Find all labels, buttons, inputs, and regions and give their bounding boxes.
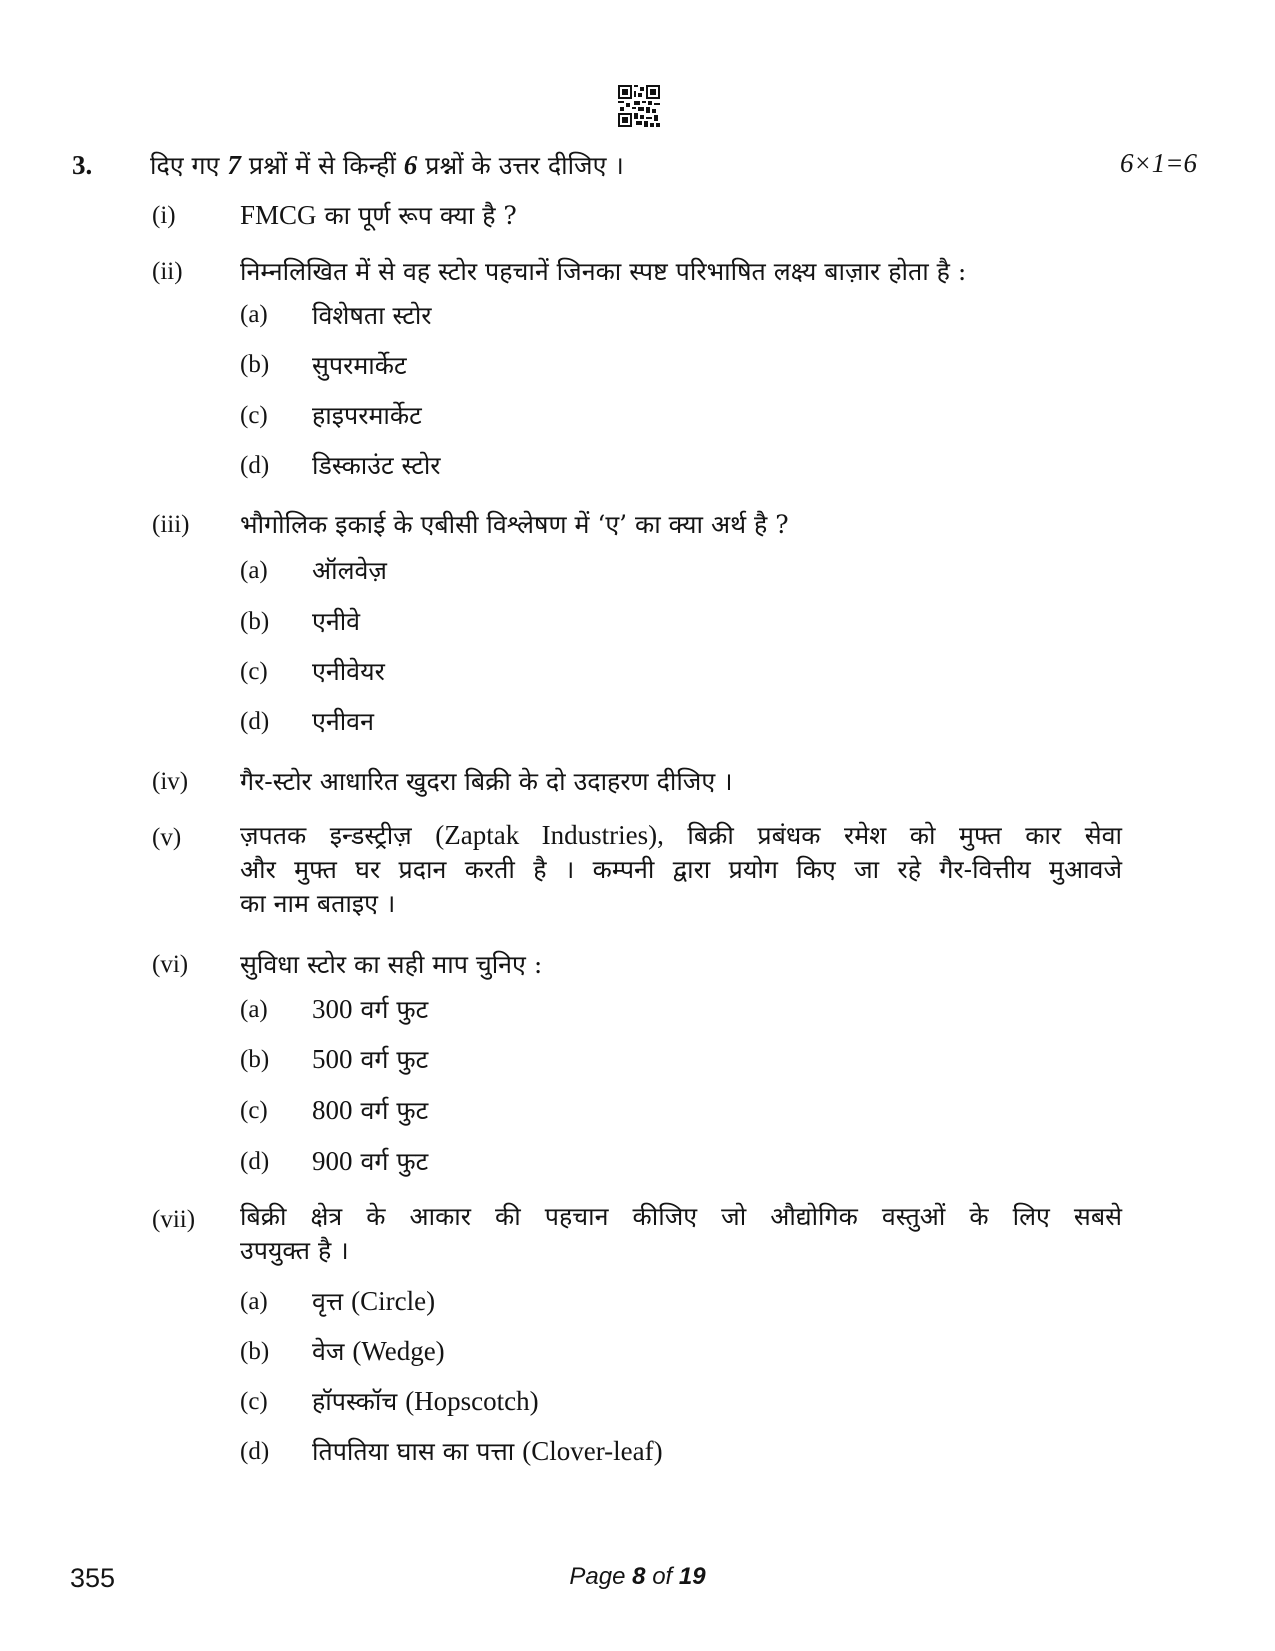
item-i-question: FMCG का पूर्ण रूप क्या है ? <box>240 200 517 230</box>
option-label: (d) <box>240 1148 270 1175</box>
option-text: हॉपस्कॉच (Hopscotch) <box>312 1386 539 1416</box>
option-text: तिपतिया घास का पत्ता (Clover-leaf) <box>312 1436 663 1466</box>
qr-code <box>618 85 660 127</box>
item-label: (v) <box>152 824 182 851</box>
question-instruction: दिए गए 7 प्रश्नों में से किन्हीं 6 प्रश्नों के उत्तर दीजिए । <box>150 150 624 180</box>
option-label: (b) <box>240 1046 270 1073</box>
option-label: (b) <box>240 351 270 378</box>
option-label: (a) <box>240 1288 268 1315</box>
option-label: (a) <box>240 301 268 328</box>
option-label: (a) <box>240 996 268 1023</box>
option-label: (a) <box>240 557 268 584</box>
option-text: 900 वर्ग फुट <box>312 1146 429 1176</box>
option-label: (c) <box>240 402 268 429</box>
option-text: वेज (Wedge) <box>312 1336 445 1366</box>
item-label: (vi) <box>152 951 189 978</box>
option-label: (b) <box>240 608 270 635</box>
option-text: वृत्त (Circle) <box>312 1286 436 1316</box>
item-label: (ii) <box>152 258 183 285</box>
item-ii-question: निम्नलिखित में से वह स्टोर पहचानें जिनका स्पष्ट परिभाषित लक्ष्य बाज़ार होता है : <box>240 257 967 286</box>
item-vi-question: सुविधा स्टोर का सही माप चुनिए : <box>240 950 543 979</box>
option-text: डिस्काउंट स्टोर <box>312 451 441 480</box>
option-label: (d) <box>240 1438 270 1465</box>
question-number: 3. <box>72 150 93 180</box>
item-iii-question: भौगोलिक इकाई के एबीसी विश्लेषण में ‘ए’ का क्या अर्थ है ? <box>240 510 789 539</box>
page-number: Page 8 of 19 <box>569 1563 706 1590</box>
option-text: विशेषता स्टोर <box>312 301 432 330</box>
item-label: (iii) <box>152 511 190 538</box>
paper-code: 355 <box>70 1563 116 1593</box>
option-text: 300 वर्ग फुट <box>312 994 429 1024</box>
option-label: (c) <box>240 658 268 685</box>
item-iv-question: गैर-स्टोर आधारित खुदरा बिक्री के दो उदाहरण दीजिए । <box>240 767 733 796</box>
option-label: (b) <box>240 1338 270 1365</box>
option-text: 800 वर्ग फुट <box>312 1095 429 1125</box>
item-vii-question: बिक्री क्षेत्र के आकार की पहचान कीजिए जो औद्योगिक वस्तुओं के लिए सबसे उपयुक्त है । <box>240 1202 1122 1265</box>
option-label: (d) <box>240 708 270 735</box>
item-label: (vii) <box>152 1206 196 1233</box>
option-text: ऑलवेज़ <box>312 556 387 585</box>
option-text: एनीवेयर <box>312 657 385 686</box>
option-text: सुपरमार्केट <box>312 351 407 380</box>
option-text: एनीवन <box>312 707 374 736</box>
item-label: (i) <box>152 202 176 229</box>
option-label: (c) <box>240 1388 268 1415</box>
item-v-question: ज़पतक इन्डस्ट्रीज़ (Zaptak Industries), बिक्री प्रबंधक रमेश को मुफ्त कार सेवा और मुफ्त घर प्रदान करती है । कम्पनी द्वारा प्रयोग किए जा रहे गैर-वित्तीय मुआवजे का नाम बताइए । <box>240 820 1122 918</box>
option-text: 500 वर्ग फुट <box>312 1044 429 1074</box>
item-label: (iv) <box>152 768 189 795</box>
option-text: हाइपरमार्केट <box>312 401 422 430</box>
option-label: (d) <box>240 452 270 479</box>
option-text: एनीवे <box>312 607 361 636</box>
question-marks: 6×1=6 <box>1120 148 1197 178</box>
option-label: (c) <box>240 1097 268 1124</box>
